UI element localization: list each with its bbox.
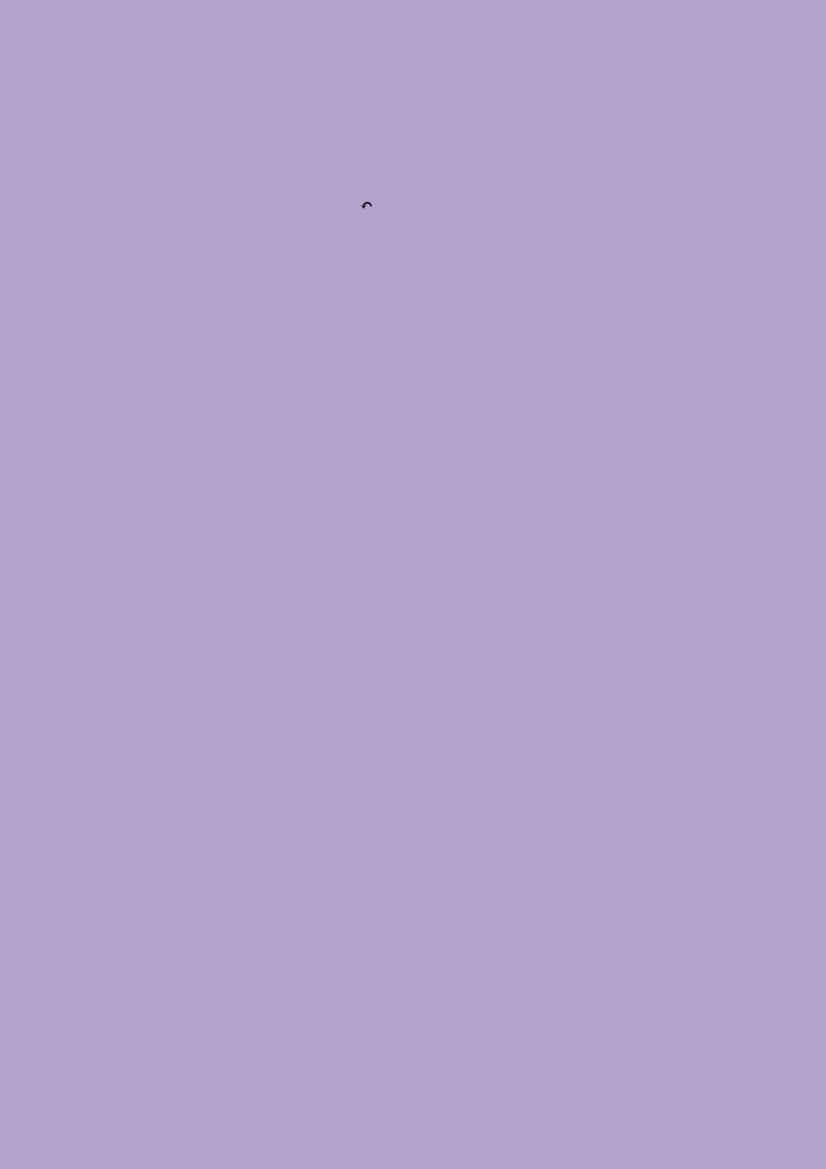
border-right xyxy=(774,60,794,1100)
curved-arrow-icon: ↶ xyxy=(360,198,374,215)
lesson-plan xyxy=(98,190,698,219)
border-left xyxy=(38,60,58,1100)
refreshments-line xyxy=(98,196,698,219)
page-title xyxy=(230,128,680,178)
border-top xyxy=(34,34,794,62)
border-bottom xyxy=(34,1108,794,1136)
